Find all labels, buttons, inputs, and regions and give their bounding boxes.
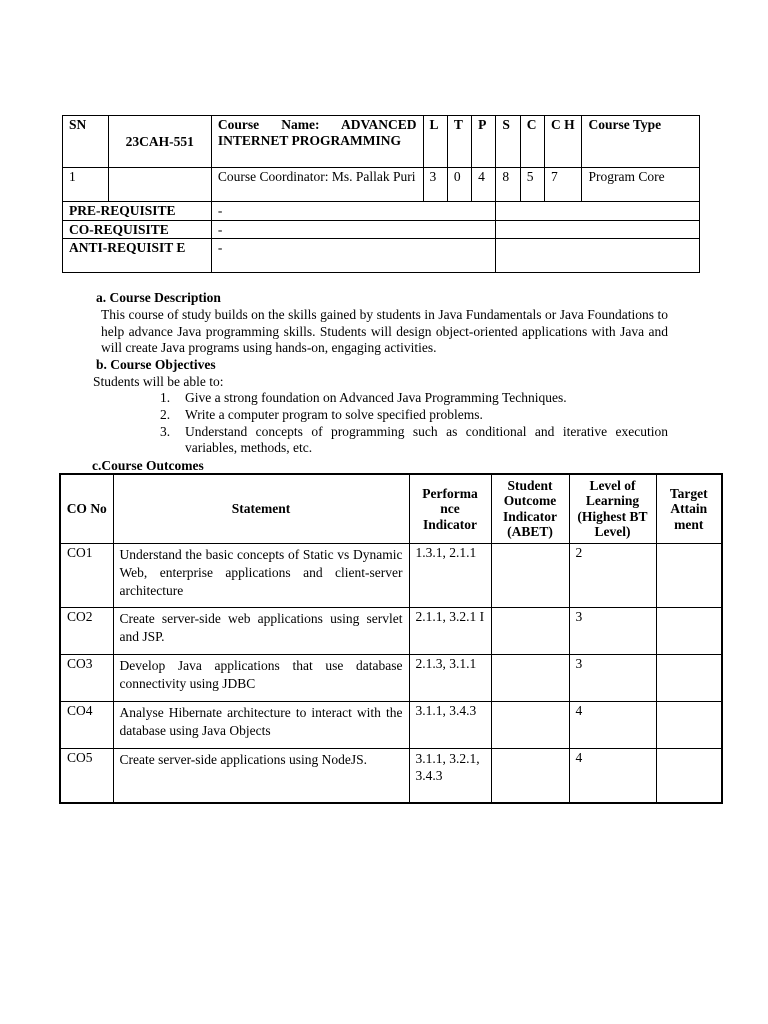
p-value: 4 (472, 168, 496, 202)
co-indicator: 2.1.1, 3.2.1 I (409, 607, 491, 654)
pre-requisite-label: PRE-REQUISITE (63, 202, 212, 221)
co-id: CO3 (60, 654, 113, 701)
course-outcomes-table (59, 473, 723, 804)
co-abet (491, 701, 569, 748)
course-outcomes-title: c.Course Outcomes (92, 458, 204, 473)
table-row (60, 748, 722, 803)
course-type-header: Course Type (582, 116, 700, 168)
code-blank (108, 168, 211, 202)
co-statement: Analyse Hibernate architecture to interact with the database using Java Objects (113, 701, 409, 748)
co-abet (491, 543, 569, 607)
col-s-header: S (496, 116, 520, 168)
co-level: 3 (569, 654, 656, 701)
sn-value: 1 (63, 168, 109, 202)
course-objectives-title: b. Course Objectives (96, 357, 216, 372)
objective-text: Give a strong foundation on Advanced Java Programming Techniques. (185, 390, 567, 405)
objective-text: Understand concepts of programming such as conditional and iterative execution variables, methods, etc. (185, 423, 668, 456)
course-type-value: Program Core (582, 168, 700, 202)
course-objectives-list (160, 390, 668, 457)
table-row (60, 543, 722, 607)
co-target (656, 701, 722, 748)
table-row (60, 701, 722, 748)
co-indicator: 1.3.1, 2.1.1 (409, 543, 491, 607)
c-value: 5 (520, 168, 544, 202)
course-code: 23CAH-551 (108, 116, 211, 168)
co-requisite-blank (496, 220, 700, 239)
co-id: CO1 (60, 543, 113, 607)
co-no-header: CO No (60, 474, 113, 543)
co-level: 4 (569, 748, 656, 803)
co-statement: Develop Java applications that use database connectivity using JDBC (113, 654, 409, 701)
col-ch-header: C H (545, 116, 582, 168)
co-abet (491, 748, 569, 803)
objective-number: 1. (160, 390, 171, 405)
objective-text: Write a computer program to solve specified problems. (185, 406, 483, 422)
s-value: 8 (496, 168, 520, 202)
course-coordinator: Course Coordinator: Ms. Pallak Puri (211, 168, 423, 202)
co-indicator: 3.1.1, 3.4.3 (409, 701, 491, 748)
co-target (656, 543, 722, 607)
co-level: 3 (569, 607, 656, 654)
co-abet (491, 607, 569, 654)
co-id: CO2 (60, 607, 113, 654)
anti-requisite-label: ANTI-REQUISIT E (63, 239, 212, 273)
course-description-title: a. Course Description (96, 290, 221, 305)
ch-value: 7 (545, 168, 582, 202)
course-name: Course Name: ADVANCED INTERNET PROGRAMMING (211, 116, 423, 168)
statement-header: Statement (113, 474, 409, 543)
objective-number: 3. (160, 423, 171, 439)
co-id: CO5 (60, 748, 113, 803)
t-value: 0 (447, 168, 471, 202)
co-level: 4 (569, 701, 656, 748)
co-id: CO4 (60, 701, 113, 748)
table-row (60, 654, 722, 701)
course-description-body: This course of study builds on the skills gained by students in Java Fundamentals or Java Foundations to help advance Java programming skills. Students will design object-oriented applications with Java and will create Java programs using hands-on, engaging activities. (101, 307, 668, 355)
course-objectives-intro: Students will be able to: (93, 374, 224, 389)
course-header-table (62, 115, 700, 273)
co-indicator: 2.1.3, 3.1.1 (409, 654, 491, 701)
co-statement: Create server-side web applications using servlet and JSP. (113, 607, 409, 654)
col-l-header: L (423, 116, 447, 168)
level-of-learning-header: Level of Learning (Highest BT Level) (569, 474, 656, 543)
pre-requisite-value: - (211, 202, 496, 221)
co-target (656, 654, 722, 701)
co-abet (491, 654, 569, 701)
co-statement: Create server-side applications using NodeJS. (113, 748, 409, 803)
performance-indicator-header: Performa nce Indicator (409, 474, 491, 543)
co-requisite-label: CO-REQUISITE (63, 220, 212, 239)
target-attainment-header: Target Attain ment (656, 474, 722, 543)
pre-requisite-blank (496, 202, 700, 221)
objective-number: 2. (160, 406, 171, 422)
col-p-header: P (472, 116, 496, 168)
co-level: 2 (569, 543, 656, 607)
objective-item (160, 390, 668, 407)
objective-item (160, 424, 668, 458)
anti-requisite-value: - (211, 239, 496, 273)
objective-item (160, 407, 668, 424)
l-value: 3 (423, 168, 447, 202)
co-indicator: 3.1.1, 3.2.1, 3.4.3 (409, 748, 491, 803)
co-target (656, 748, 722, 803)
anti-requisite-blank (496, 239, 700, 273)
co-target (656, 607, 722, 654)
student-outcome-header: Student Outcome Indicator (ABET) (491, 474, 569, 543)
co-statement: Understand the basic concepts of Static vs Dynamic Web, enterprise applications and client-server architecture (113, 543, 409, 607)
co-requisite-value: - (211, 220, 496, 239)
col-c-header: C (520, 116, 544, 168)
sn-header: SN (63, 116, 109, 168)
col-t-header: T (447, 116, 471, 168)
table-row (60, 607, 722, 654)
